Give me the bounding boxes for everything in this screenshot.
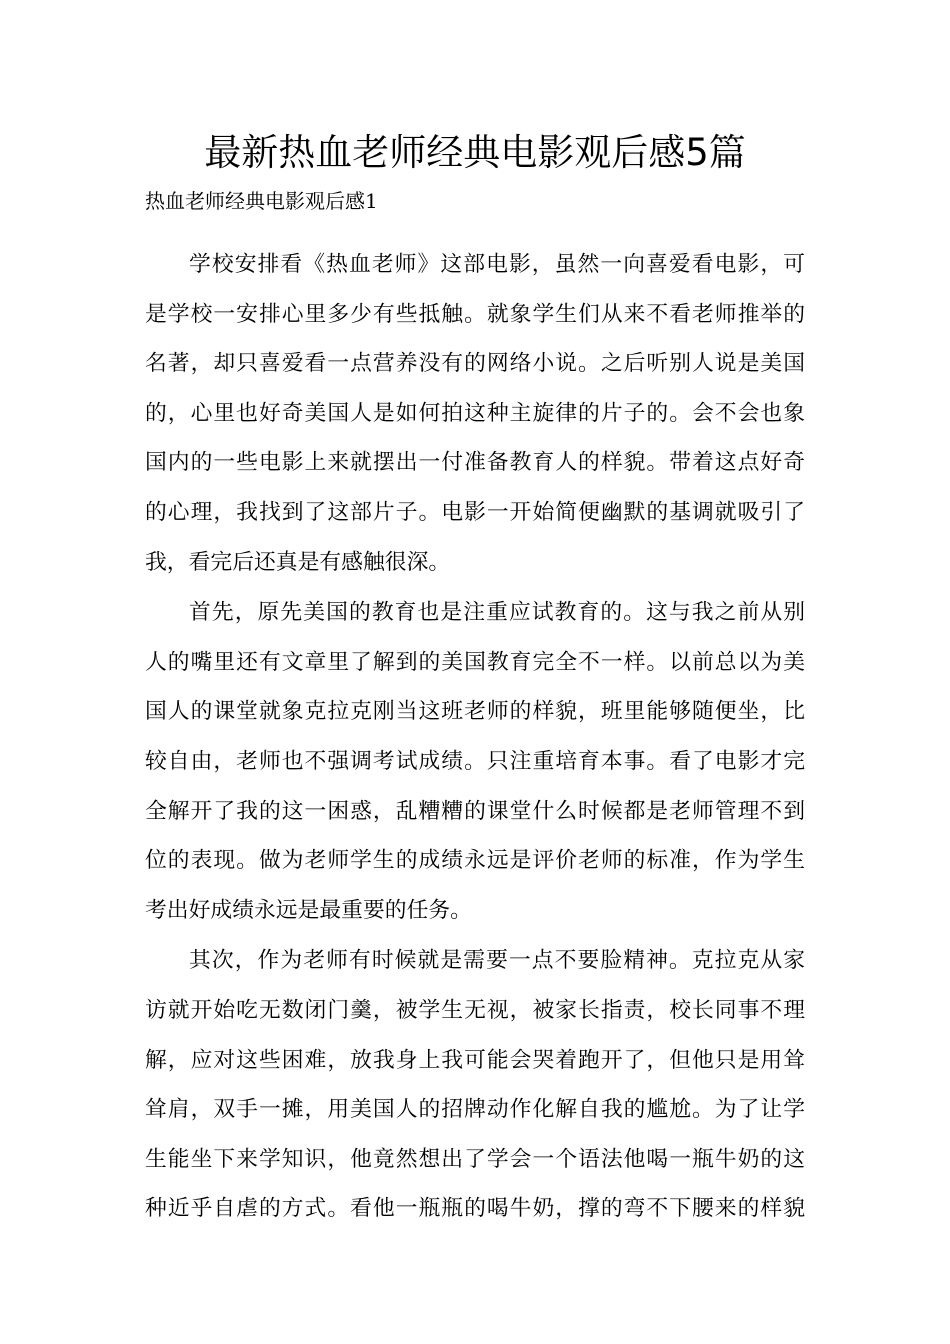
paragraph-line: 首先，原先美国的教育也是注重应试教育的。这与我之前从别 [189,600,805,626]
paragraph-line: 其次，作为老师有时候就是需要一点不要脸精神。克拉克从家 [189,948,805,974]
paragraph-line: 国内的一些电影上来就摆出一付准备教育人的样貌。带着这点好奇 [145,450,805,476]
paragraph-line: 考出好成绩永远是最重要的任务。 [145,897,472,923]
paragraph-line: 较自由，老师也不强调考试成绩。只注重培育本事。看了电影才完 [145,748,805,774]
paragraph-line: 种近乎自虐的方式。看他一瓶瓶的喝牛奶，撑的弯不下腰来的样貌 [145,1196,805,1222]
paragraph-line: 是学校一安排心里多少有些抵触。就象学生们从来不看老师推举的 [145,301,805,327]
paragraph-line: 生能坐下来学知识，他竟然想出了学会一个语法他喝一瓶牛奶的这 [145,1146,805,1172]
paragraph-line: 我，看完后还真是有感触很深。 [145,549,451,575]
paragraph-line: 的心理，我找到了这部片子。电影一开始简便幽默的基调就吸引了 [145,499,805,525]
paragraph-line: 国人的课堂就象克拉克刚当这班老师的样貌，班里能够随便坐，比 [145,699,805,725]
paragraph-line: 的，心里也好奇美国人是如何拍这种主旋律的片子的。会不会也象 [145,400,805,426]
paragraph-1 [145,240,805,587]
paragraph-line: 位的表现。做为老师学生的成绩永远是评价老师的标准，作为学生 [145,848,805,874]
paragraph-line: 耸肩，双手一摊，用美国人的招牌动作化解自我的尴尬。为了让学 [145,1097,805,1123]
paragraph-line: 学校安排看《热血老师》这部电影，虽然一向喜爱看电影，可 [189,252,805,277]
paragraph-line: 访就开始吃无数闭门羹，被学生无视，被家长指责，校长同事不理 [145,997,805,1023]
paragraph-line: 解，应对这些困难，放我身上我可能会哭着跑开了，但他只是用耸 [145,1047,805,1073]
paragraph-line: 名著，却只喜爱看一点营养没有的网络小说。之后听别人说是美国 [145,351,805,377]
document-body [145,240,805,1234]
paragraph-2 [145,588,805,935]
paragraph-line: 全解开了我的这一困惑，乱糟糟的课堂什么时候都是老师管理不到 [145,798,805,824]
section-heading: 热血老师经典电影观后感1 [145,189,378,213]
document-title: 最新热血老师经典电影观后感5篇 [204,131,746,174]
paragraph-line: 人的嘴里还有文章里了解到的美国教育完全不一样。以前总以为美 [145,649,805,675]
paragraph-3 [145,936,805,1234]
